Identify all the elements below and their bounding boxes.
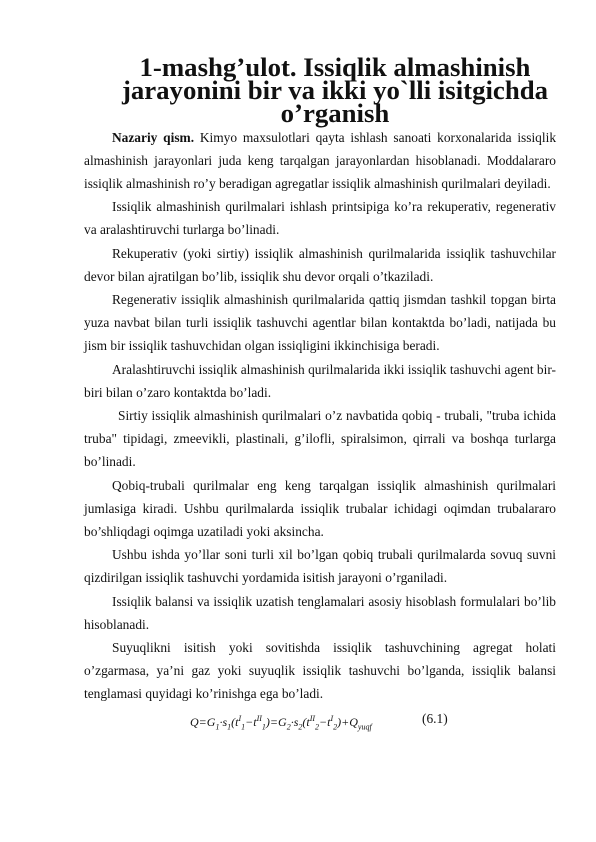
equation-expression: $Q=G_1\cdot s_1(t^I_1-t^{II}_1)=G_2\cdot s_2(t^{II}_2-t^I_2)+Q_{yuqf}$: [190, 713, 372, 732]
equation-number: (6.1): [422, 710, 448, 726]
paragraph: Suyuqlikni isitish yoki sovitishda issiqlik tashuvchining agregat holati o’zgarmasa, ya’ni gaz yoki suyuqlik issiqlik tashuvchi bo’lganda, issiqlik balansi tenglamasi quyidagi ko’rinishga ega bo’ladi.: [84, 640, 556, 702]
paragraph: Rekuperativ (yoki sirtiy) issiqlik almashinish qurilmalarida issiqlik tashuvchilar devor bilan ajratilgan bo’lib, issiqlik shu devor orqali o’tkaziladi.: [84, 245, 556, 284]
heat-balance-equation: [84, 706, 556, 732]
paragraph: Aralashtiruvchi issiqlik almashinish qurilmalarida ikki issiqlik tashuvchi agent bir-biri bilan o’zaro kontaktda bo’ladi.: [84, 361, 556, 400]
title-line-2: o’rganish: [280, 98, 390, 129]
document-page: [84, 52, 557, 732]
title-line-1: 1-mashg’ulot. Issiqlik almashinish jarayonini bir va ikki yo`lli isitgichda: [121, 52, 549, 106]
paragraph-intro: [84, 126, 556, 196]
paragraph: Sirtiy issiqlik almashinish qurilmalari o’z navbatida qobiq - trubali, "truba ichida truba" tipidagi, zmeevikli, plastinali, g’ilofli, spiralsimon, qirrali va boshqa turlarga bo’linadi.: [84, 408, 556, 470]
paragraph: Issiqlik almashinish qurilmalari ishlash printsipiga ko’ra rekuperativ, regenerativ va aralashtiruvchi turlarga bo’linadi.: [84, 199, 556, 238]
paragraph: Qobiq-trubali qurilmalar eng keng tarqalgan issiqlik almashinish qurilmalari jumlasiga kiradi. Ushbu qurilmalarda issiqlik trubalar ichidagi oqimdan trubalararo bo’shliqdagi oqimga uzatiladi yoki aksincha.: [84, 477, 556, 540]
paragraph: Regenerativ issiqlik almashinish qurilmalarida qattiq jismdan tashkil topgan birta yuza navbat bilan turli issiqlik tashuvchi agentlar bilan kontaktda bo’ladi, natijada bu jism bir issiqlik tashuvchidan olgan issiqligini ikkinchisiga beradi.: [84, 292, 556, 354]
paragraph-text: Kimyo maxsulotlari qayta ishlash sanoati korxonalarida issiqlik almashinish jarayonlari juda keng tarqalgan jarayonlardan hisoblanadi. Moddalararo issiqlik almashinish ro’y beradigan agregatlar issiqlik almashinish qurilmalari deyiladi.: [84, 129, 557, 192]
section-heading: Nazariy qism.: [112, 129, 195, 145]
paragraph: Ushbu ishda yo’llar soni turli xil bo’lgan qobiq trubali qurilmalarda sovuq suvni qizdirilgan issiqlik tashuvchi yordamida isitish jarayoni o’rganiladi.: [84, 547, 556, 586]
paragraph: Issiqlik balansi va issiqlik uzatish tenglamalari asosiy hisoblash formulalari bo’lib hisoblanadi.: [84, 593, 556, 632]
document-title: [84, 52, 556, 129]
